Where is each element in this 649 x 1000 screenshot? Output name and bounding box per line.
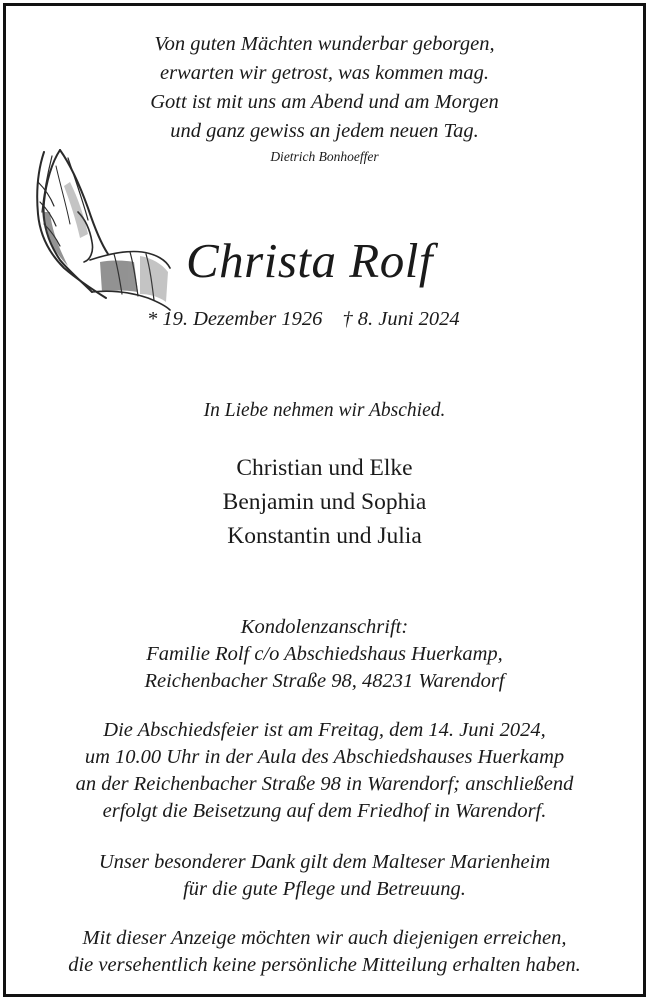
poem-line: erwarten wir getrost, was kommen mag.	[160, 62, 489, 84]
condolence-line: Reichenbacher Straße 98, 48231 Warendorf	[144, 670, 505, 692]
condolence-address	[0, 614, 649, 695]
poem-line: und ganz gewiss an jedem neuen Tag.	[170, 120, 479, 142]
family-member: Benjamin und Sophia	[222, 489, 427, 515]
condolence-line: Familie Rolf c/o Abschiedshaus Huerkamp,	[146, 643, 503, 665]
poem-line: Von guten Mächten wunderbar geborgen,	[154, 33, 495, 55]
notice-line: die versehentlich keine persönliche Mitteilung erhalten haben.	[68, 954, 581, 976]
notice-note	[0, 925, 649, 979]
poem-line: Gott ist mit uns am Abend und am Morgen	[150, 91, 499, 113]
praying-hands-icon	[30, 142, 175, 312]
deceased-name: Christa Rolf	[186, 233, 433, 288]
notice-line: Mit dieser Anzeige möchten wir auch diejenigen erreichen,	[82, 927, 567, 949]
death-date: † 8. Juni 2024	[342, 308, 460, 330]
birth-date: * 19. Dezember 1926	[147, 308, 323, 330]
thanks-line: Unser besonderer Dank gilt dem Malteser Marienheim	[98, 851, 551, 873]
ceremony-line: an der Reichenbacher Straße 98 in Warendorf; anschließend	[75, 773, 574, 795]
poem-author: Dietrich Bonhoeffer	[270, 149, 379, 164]
ceremony-info	[0, 717, 649, 825]
thanks-note	[0, 849, 649, 903]
ceremony-line: Die Abschiedsfeier ist am Freitag, dem 14. Juni 2024,	[103, 719, 546, 741]
thanks-line: für die gute Pflege und Betreuung.	[183, 878, 466, 900]
ceremony-line: erfolgt die Beisetzung auf dem Friedhof in Warendorf.	[102, 800, 547, 822]
farewell-text: In Liebe nehmen wir Abschied.	[203, 400, 446, 421]
family-member: Christian und Elke	[236, 455, 413, 481]
poem	[0, 30, 649, 146]
ceremony-line: um 10.00 Uhr in der Aula des Abschiedshauses Huerkamp	[84, 746, 565, 768]
family-list	[0, 451, 649, 553]
life-dates	[147, 308, 460, 331]
condolence-heading: Kondolenzanschrift:	[240, 616, 409, 638]
family-member: Konstantin und Julia	[227, 523, 422, 549]
